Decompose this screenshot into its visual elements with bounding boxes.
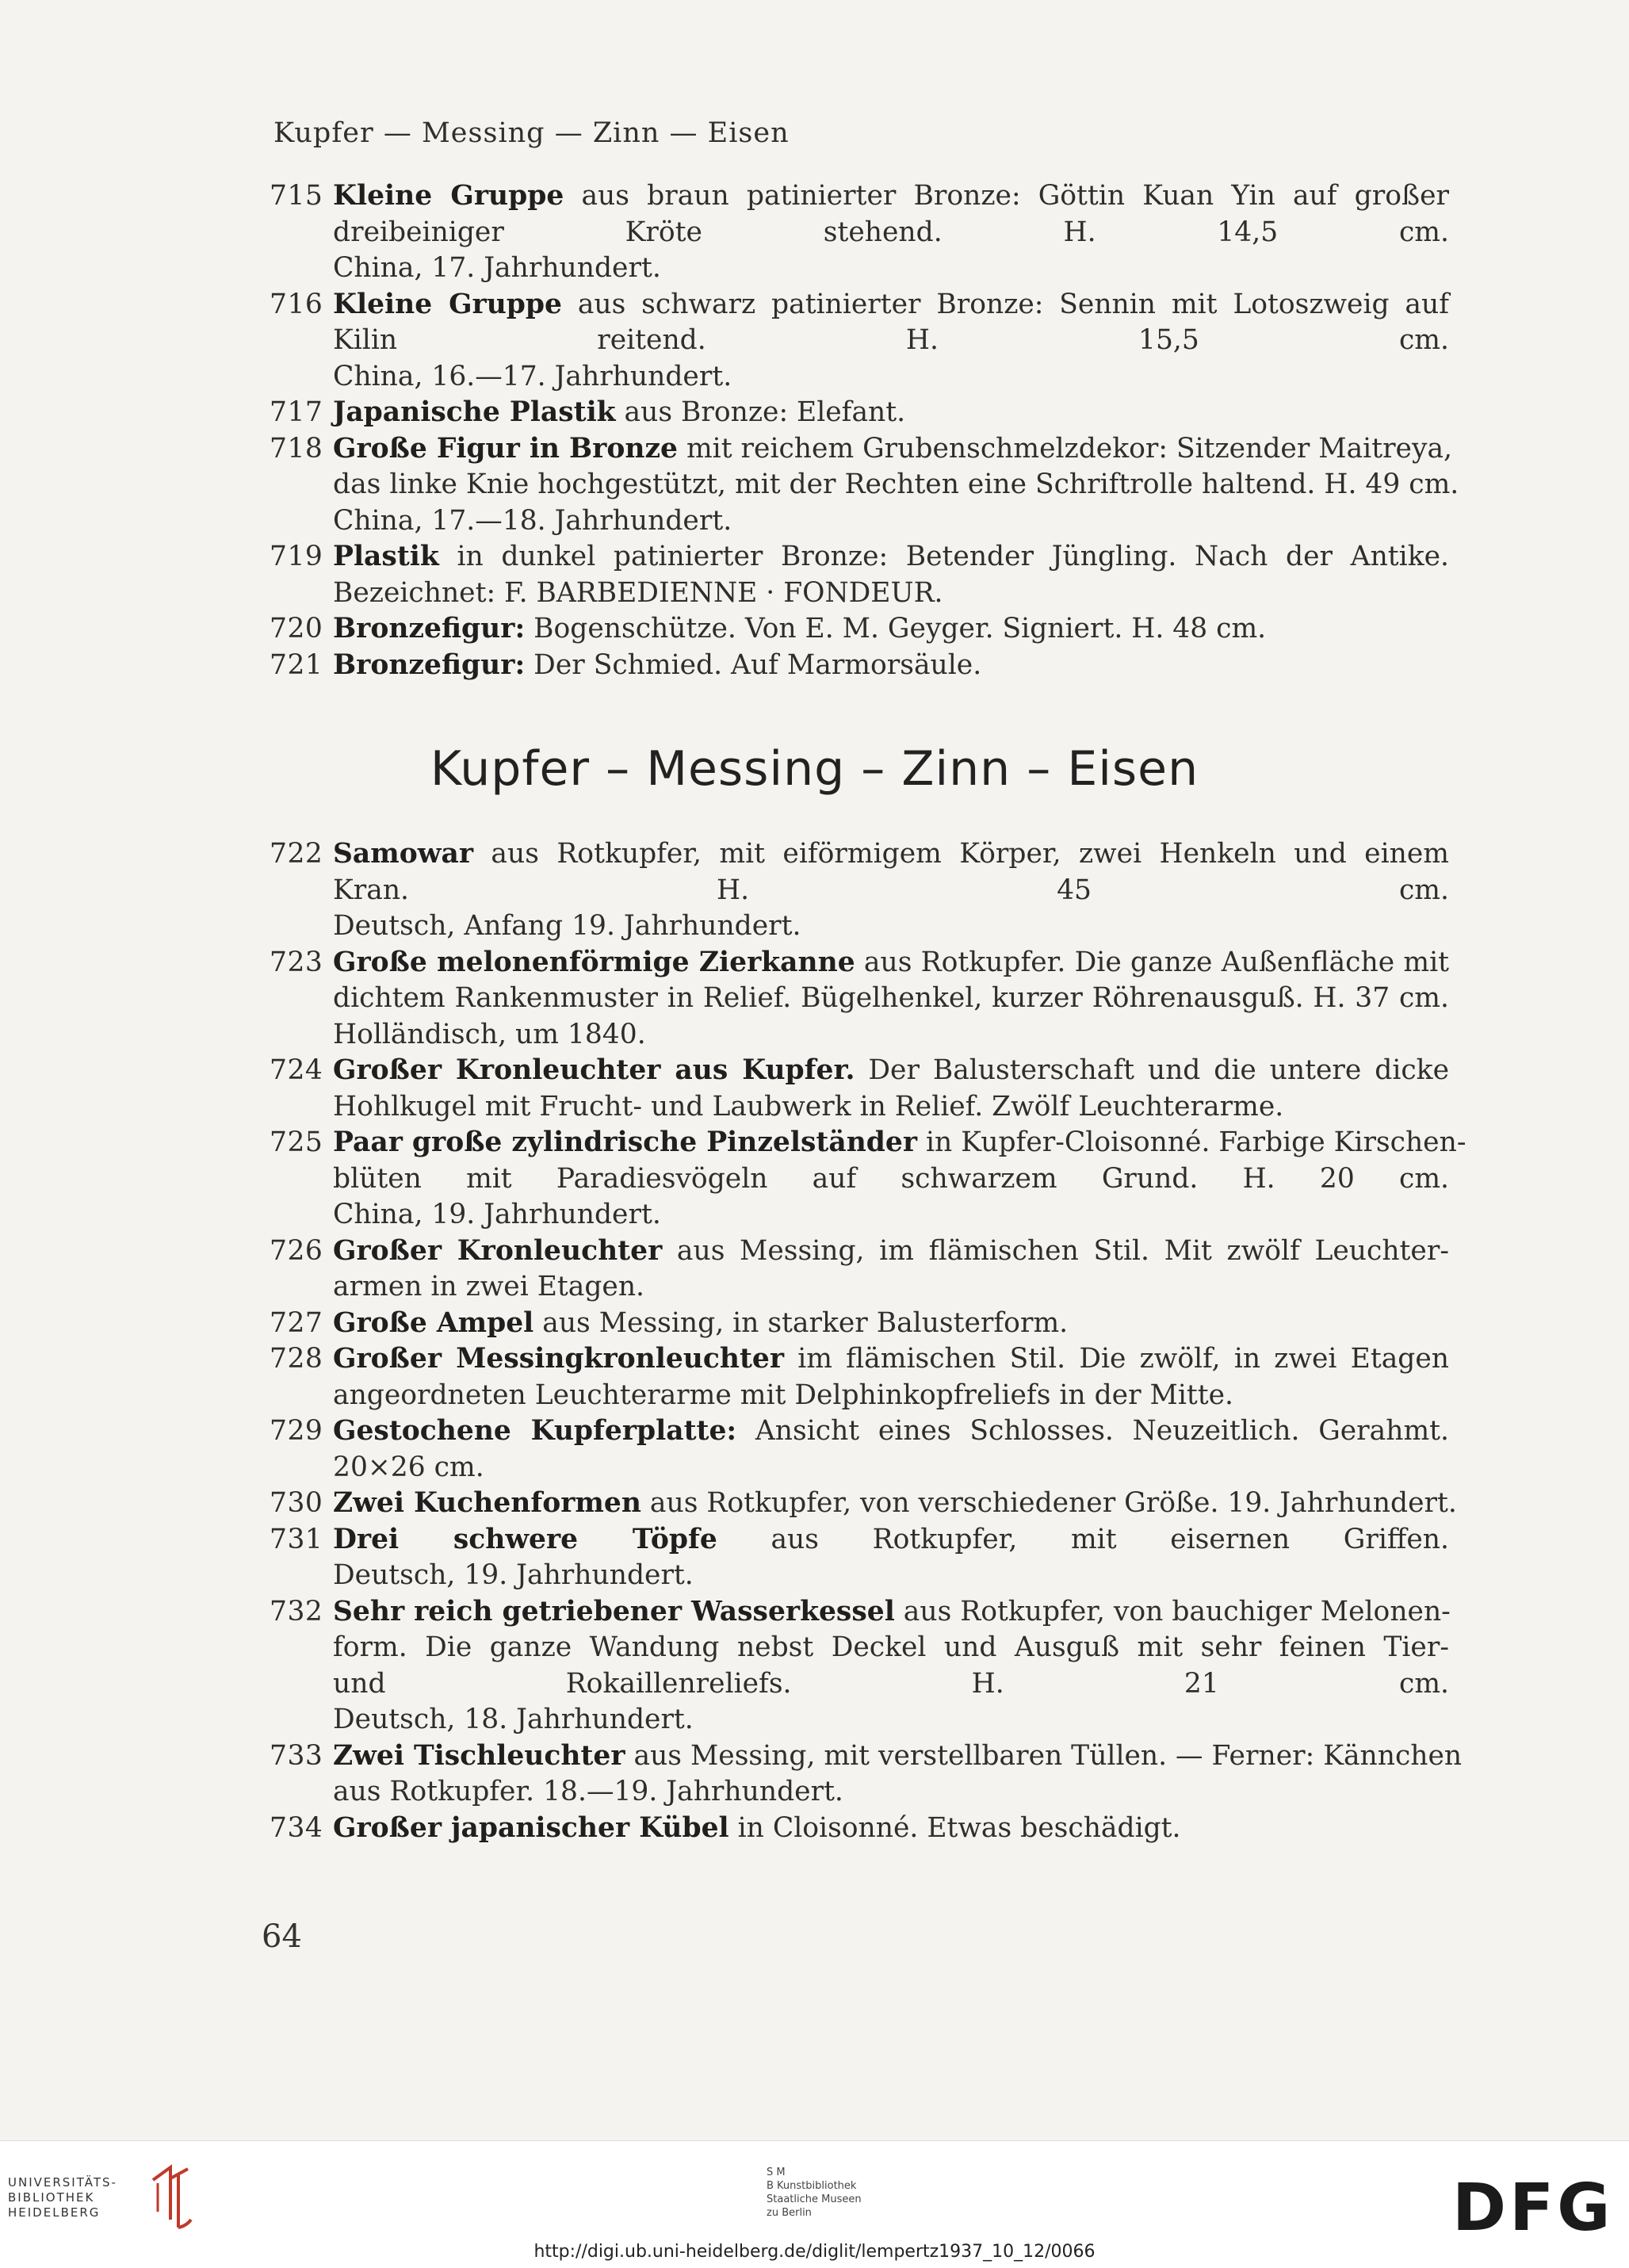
entry-line [333,1558,1449,1594]
entry-line [333,1666,1449,1703]
entry-line [333,431,1453,468]
catalog-entry [270,945,1449,1054]
lot-description: Der Balusterschaft und die untere dicke [855,1054,1449,1086]
lot-title: Große melonenförmige Zierkanne [333,946,855,978]
lot-description: China, 19. Jahrhundert. [333,1199,661,1230]
lot-description: blüten mit Paradiesvögeln auf schwarzem Grund. H. 20 cm. [333,1162,1449,1195]
lot-title: Sehr reich getriebener Wasserkessel [333,1595,895,1627]
lot-title: Japanische Plastik [333,396,616,428]
entry-line [333,873,1449,909]
lot-title: Zwei Kuchenformen [333,1487,641,1519]
lot-description: das linke Knie hochgestützt, mit der Rechten eine Schriftrolle haltend. H. 49 cm. [333,469,1459,500]
lot-description: Bezeichnet: F. BARBEDIENNE · FONDEUR. [333,576,943,609]
lot-description: dreibeiniger Kröte stehend. H. 14,5 cm. [333,216,1449,248]
lot-description: aus Messing, mit verstellbaren Tüllen. — Ferner: Kännchen [625,1739,1463,1772]
lot-title: Samowar [333,838,474,870]
entry-line [333,1630,1449,1666]
lot-number: 734 [270,1811,323,1844]
lot-title: Zwei Tischleuchter [333,1739,625,1772]
lot-description: armen in zwei Etagen. [333,1271,645,1302]
catalog-entry [270,611,1449,648]
lot-title: Bronzefigur: [333,648,526,681]
catalog-entry [270,1738,1463,1811]
catalog-entry [270,1053,1449,1125]
lot-description: aus Rotkupfer, von verschiedener Größe. 19. Jahrhundert. [641,1487,1457,1519]
entry-line [333,1197,1449,1233]
lot-description: Deutsch, 18. Jahrhundert. [333,1704,694,1735]
entry-line [333,1413,1449,1450]
lot-number: 726 [270,1234,323,1267]
lot-description: Bogenschütze. Von E. M. Geyger. Signiert. H. 48 cm. [525,613,1267,644]
entry-line [333,908,1449,945]
catalog-entry [270,395,1449,431]
lot-description: aus Rotkupfer, mit eiförmigem Körper, zwei Henkeln und einem [473,838,1449,870]
lot-description: in Kupfer-Cloisonné. Farbige Kirschen- [917,1126,1466,1158]
lot-description: im flämischen Stil. Die zwölf, in zwei Etagen [784,1343,1450,1375]
lot-number: 727 [270,1306,323,1339]
entry-line [333,287,1449,323]
lot-number: 720 [270,613,323,644]
lot-title: Bronzefigur: [333,613,526,644]
lot-description: dichtem Rankenmuster in Relief. Bügelhenkel, kurzer Röhrenausguß. H. 37 cm. [333,982,1449,1014]
lot-title: Große Ampel [333,1306,534,1339]
entry-line [333,539,1449,576]
entry-line [333,215,1449,251]
entry-line [333,1306,1449,1342]
entry-line [333,359,1449,396]
lot-number: 730 [270,1487,323,1519]
stamp-line: Staatliche Museen [767,2193,862,2205]
entry-line [333,467,1459,503]
lot-description: aus schwarz patinierter Bronze: Sennin mit Lotoszweig auf [562,288,1449,320]
stamp-line: B Kunstbibliothek [767,2180,857,2192]
catalog-entry [270,1341,1449,1413]
lot-description: aus Rotkupfer, von bauchiger Melonen- [894,1595,1451,1627]
entry-line [333,836,1449,873]
page-number: 64 [262,1918,302,1955]
catalog-entry [270,1413,1449,1486]
catalog-entry [270,1594,1449,1738]
lot-number: 723 [270,946,323,978]
catalog-entry [270,287,1449,396]
lot-title: Paar große zylindrische Pinzelständer [333,1126,918,1158]
lot-number: 719 [270,541,323,572]
lot-number: 731 [270,1523,323,1555]
source-url-link[interactable]: http://digi.ub.uni-heidelberg.de/diglit/lempertz1937_10_12/0066 [533,2242,1096,2262]
entry-line [333,1233,1449,1270]
lot-number: 718 [270,432,323,465]
lot-description: Holländisch, um 1840. [333,1018,646,1050]
entry-line [333,1269,1449,1306]
catalog-entry [270,836,1449,945]
stamp-line: zu Berlin [767,2207,812,2219]
catalog-entry [270,1306,1449,1342]
entry-line [333,945,1449,981]
entry-line [333,1774,1449,1811]
lot-number: 717 [270,396,323,428]
running-head: Kupfer — Messing — Zinn — Eisen [273,117,790,149]
lot-description: Kilin reitend. H. 15,5 cm. [333,324,1449,356]
entry-line [333,611,1449,648]
lot-description: China, 16.—17. Jahrhundert. [333,360,732,392]
stamp-line: S M [767,2167,786,2178]
lot-number: 732 [270,1595,323,1627]
entry-line [333,1161,1449,1198]
lot-number: 716 [270,288,323,320]
lot-description: form. Die ganze Wandung nebst Deckel und Ausguß mit sehr feinen Tier- [333,1631,1449,1663]
lot-title: Große Figur in Bronze [333,432,678,465]
lot-title: Gestochene Kupferplatte: [333,1415,737,1447]
entry-line [333,1125,1466,1161]
catalog-entry [270,1486,1457,1522]
library-name-line: UNIVERSITÄTS- [8,2175,117,2190]
catalog-entry [270,1522,1449,1594]
entry-line [333,503,1449,540]
catalog-entry [270,1811,1449,1847]
entry-line [333,1450,1449,1486]
section-title: Kupfer – Messing – Zinn – Eisen [430,741,1199,797]
entry-line [333,648,1449,684]
lot-description: aus Messing, im flämischen Stil. Mit zwölf Leuchter- [662,1234,1449,1267]
entry-line [333,323,1449,359]
lot-title: Kleine Gruppe [333,288,562,320]
lot-description: Ansicht eines Schlosses. Neuzeitlich. Gerahmt. [736,1415,1449,1447]
lot-title: Großer Kronleuchter aus Kupfer. [333,1054,855,1086]
lot-description: Deutsch, 19. Jahrhundert. [333,1559,694,1591]
lot-description: China, 17. Jahrhundert. [333,252,661,284]
lot-description: in dunkel patinierter Bronze: Betender Jüngling. Nach der Antike. [438,541,1449,572]
lot-description: aus Messing, in starker Balusterform. [533,1306,1069,1339]
kunstbibliothek-stamp [757,2166,931,2220]
library-name-line: BIBLIOTHEK [8,2190,95,2205]
lot-description: in Cloisonné. Etwas beschädigt. [728,1811,1181,1844]
lot-description: aus Rotkupfer. 18.—19. Jahrhundert. [333,1776,843,1807]
lot-description: und Rokaillenreliefs. H. 21 cm. [333,1667,1449,1700]
lot-description: Deutsch, Anfang 19. Jahrhundert. [333,910,801,942]
lot-description: China, 17.—18. Jahrhundert. [333,504,732,537]
lot-description: aus braun patinierter Bronze: Göttin Kuan Yin auf großer [564,180,1449,212]
lot-number: 724 [270,1054,323,1086]
entry-line [333,1378,1449,1414]
lot-title: Großer japanischer Kübel [333,1811,729,1844]
lot-number: 725 [270,1126,323,1158]
lot-number: 721 [270,648,323,681]
entry-line [333,1594,1449,1631]
catalog-entries-top [270,178,1459,683]
lot-number: 729 [270,1415,323,1447]
lot-title: Großer Messingkronleuchter [333,1343,785,1375]
entry-line [333,1486,1457,1522]
lot-number: 733 [270,1739,323,1772]
catalog-entry [270,431,1459,540]
catalog-entry [270,1233,1449,1306]
lot-description: Kran. H. 45 cm. [333,874,1449,906]
catalog-entry [270,1125,1466,1233]
catalog-entry [270,178,1449,287]
lot-title: Kleine Gruppe [333,180,564,212]
entry-line [333,1089,1449,1126]
lot-number: 722 [270,838,323,870]
dfg-logo: DFG [1452,2170,1614,2246]
entry-line [333,1522,1449,1559]
entry-line [333,178,1449,215]
entry-line [333,395,1449,431]
lot-description: aus Rotkupfer, mit eisernen Griffen. [717,1523,1449,1555]
lot-title: Plastik [333,541,439,572]
entry-line [333,1053,1449,1089]
lot-description: Der Schmied. Auf Marmorsäule. [525,648,982,681]
entry-line [333,1811,1449,1847]
lot-number: 715 [270,180,323,212]
lot-title: Großer Kronleuchter [333,1234,663,1267]
entry-line [333,1702,1449,1738]
catalog-entries-bottom [270,836,1466,1846]
lot-description: Hohlkugel mit Frucht- und Laubwerk in Relief. Zwölf Leuchterarme. [333,1090,1284,1123]
entry-line [333,576,1449,612]
lot-description: angeordneten Leuchterarme mit Delphinkopfreliefs in der Mitte. [333,1379,1234,1411]
library-name [8,2175,117,2220]
lot-description: mit reichem Grubenschmelzdekor: Sitzender Maitreya, [678,432,1453,465]
university-logo-icon [147,2164,194,2231]
catalog-entry [270,648,1449,684]
lot-number: 728 [270,1343,323,1375]
catalog-entry [270,539,1449,611]
entry-line [333,1738,1463,1775]
entry-line [333,981,1449,1017]
lot-description: aus Rotkupfer. Die ganze Außenfläche mit [855,946,1449,978]
entry-line [333,251,1449,287]
entry-line [333,1341,1449,1378]
lot-description: aus Bronze: Elefant. [615,396,906,428]
lot-description: 20×26 cm. [333,1451,484,1483]
entry-line [333,1017,1449,1054]
library-name-line: HEIDELBERG [8,2205,101,2220]
lot-title: Drei schwere Töpfe [333,1523,717,1555]
